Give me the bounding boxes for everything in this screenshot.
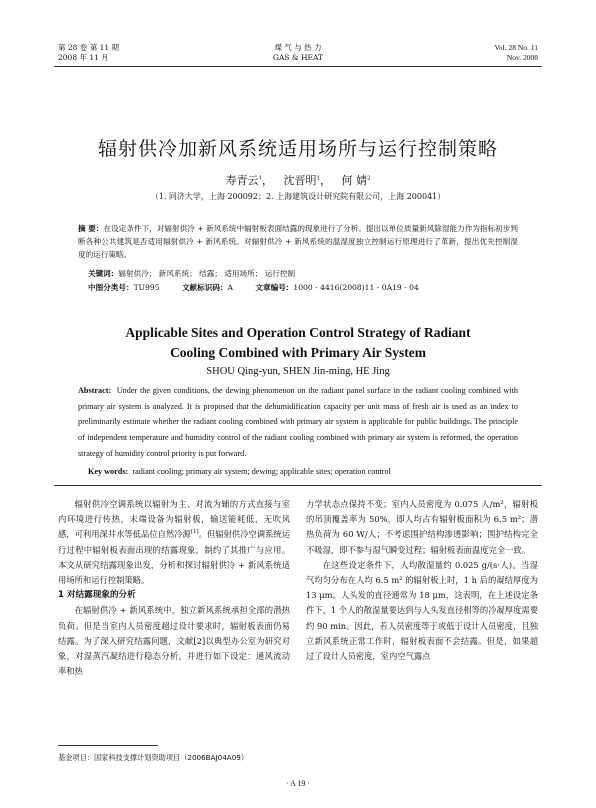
paper-title-en-line1: Applicable Sites and Operation Control Strategy of Radiant — [125, 325, 471, 340]
keywords-en-label: Key words: — [88, 467, 129, 476]
doc-code-value: A — [227, 283, 233, 292]
journal-name-cn: 煤 气 与 热 力 — [274, 43, 322, 52]
abstract-en — [78, 383, 518, 462]
funding-footnote: 基金项目：国家科技支撑计划资助项目（2006BAJ04A09） — [58, 753, 249, 762]
right-paragraph-1: 力学状态点保持不变；室内人员密度为 0.075 人/m²，辐射板的吊顶覆盖率为 50%，即人均占有辐射板面积为 6.5 m²；潜热负荷为 60 W/人；不考虑围护结构渗透影响；围护结构完全不吸湿，即不参与湿气瞬变过程；辐射板表面温度完全一致。 — [306, 499, 538, 555]
affiliation-cn: （1. 同济大学，上海 200092；2. 上海建筑设计研究院有限公司，上海 200041） — [150, 192, 446, 201]
keywords-cn-label: 关键词： — [88, 269, 119, 278]
doc-code-label: 文献标识码： — [181, 283, 228, 292]
issue-date-en: Nov. 2008 — [506, 53, 538, 62]
classification-cn — [88, 282, 439, 293]
section-heading-1: 1 对结露现象的分析 — [58, 590, 136, 601]
keywords-en-text: radiant cooling; primary air system; dewing; applicable sites; operation control — [132, 467, 391, 476]
author-1: 寿青云 — [225, 174, 259, 187]
journal-volume-header-en — [494, 43, 538, 63]
clc-label: 中图分类号： — [88, 283, 134, 292]
paper-title-en-line2: Cooling Combined with Primary Air System — [170, 345, 426, 360]
abstract-cn-label: 摘 要： — [78, 224, 104, 233]
intro-paragraph — [58, 497, 290, 588]
volume-issue-en: Vol. 28 No. 11 — [494, 43, 538, 52]
body-column-left — [58, 497, 290, 679]
header-rule — [54, 66, 542, 67]
body-column-right — [306, 497, 538, 664]
author-3-affil: 2 — [367, 175, 371, 182]
article-no-value: 1000 - 4416(2008)11 - 0A19 - 04 — [293, 283, 419, 292]
intro-text-a: 辐射供冷空调系统以辐射为主、对流为辅的方式直接与室内环境进行传热，末端设备为辐射板，输送能耗低，无吹风感，可利用深井水等低品位自然冷源 — [58, 499, 290, 540]
author-3: 何 婧 — [341, 174, 367, 187]
issue-date-cn: 2008 年 11 月 — [58, 53, 109, 62]
author-2-affil: 1 — [316, 175, 320, 182]
keywords-cn-text: 辐射供冷； 新风系统； 结露； 适用场所； 运行控制 — [118, 269, 296, 278]
clc-value: TU995 — [133, 283, 160, 292]
abstract-rule — [54, 485, 542, 486]
section1-paragraph: 在辐射供冷 + 新风系统中，独立新风系统承担全部的潜热负荷。但是当室内人员密度超过设计要求时，辐射板表面仍易结露。为了深入研究结露问题，文献[2]以典型办公室为研究对象，对湿蒸汽凝结进行稳态分析，并进行如下设定：通风流动率和热 — [58, 605, 290, 677]
right-paragraph-2: 在这些设定条件下，人均散湿量约 0.025 g/(s·人)。当湿气均匀分布在人均 6.5 m² 的辐射板上时，1 h 后的凝结厚度为 13 μm。人头发的直径通常为 18 μm，这表明，在上述设定条件下，1 个人的散湿量要达到与人头发直径相等的冷凝厚度需要约 90 min。因此，若人员密度等于或低于设计人员密度，且独立新风系统正常工作时，辐射板表面不会结露。但是，如果超过了设计人员密度，室内空气露点 — [306, 559, 538, 662]
paper-title-en — [0, 323, 596, 363]
abstract-cn — [78, 222, 518, 262]
intro-text-b: 。但辐射供冷空调系统运行过程中辐射板表面出现的结露现象，制约了其推广与应用。本文从研究结露现象出发，分析和探讨辐射供冷 + 新风系统适用场所和运行控制策略。 — [58, 529, 290, 586]
abstract-en-label: Abstract: — [78, 386, 112, 395]
authors-en: SHOU Qing-yun, SHEN Jin-ming, HE Jing — [206, 366, 390, 377]
keywords-en — [88, 467, 391, 476]
author-2: 沈晋明 — [283, 174, 317, 187]
citation-1: [1] — [190, 529, 199, 536]
abstract-cn-text: 在设定条件下，对辐射供冷 + 新风系统中辐射板表面结露的现象进行了分析。提出以单位质量新风除湿能力作为指标初步判断各种公共建筑是否适用辐射供冷 + 新风系统。对辐射供冷 + 新风系统的温湿度独立控制运行原理进行了革新，提出优先控制湿度的运行策略。 — [78, 224, 518, 260]
page-number: · A 19 · — [285, 779, 311, 788]
authors-cn: 寿青云$^1$， 沈晋明$^1$， 何 婧$^2$ — [225, 174, 371, 187]
article-no-label: 文章编号： — [255, 283, 294, 292]
abstract-en-text: Under the given conditions, the dewing phenomenon on the radiant panel surface in the radiant cooling combined with primary air system is analyzed. It is proposed that the dehumidification capacity per unit mass of fresh air is used as an index to preliminarily estimate whether the radiant cooling combined with primary air system is applicable for public buildings. The principle of independent temperature and humidity control of the radiant cooling combined with primary air system is reformed, the operation strategy of humidity control priority is put forward. — [78, 386, 518, 458]
author-1-affil: 1 — [258, 175, 262, 182]
paper-title-cn: 辐射供冷加新风系统适用场所与运行控制策略 — [97, 138, 498, 160]
journal-name-en: GAS & HEAT — [272, 53, 323, 62]
volume-issue: 第 28 卷 第 11 期 — [58, 43, 120, 52]
keywords-cn — [88, 268, 295, 279]
footnote-rule — [58, 745, 158, 746]
